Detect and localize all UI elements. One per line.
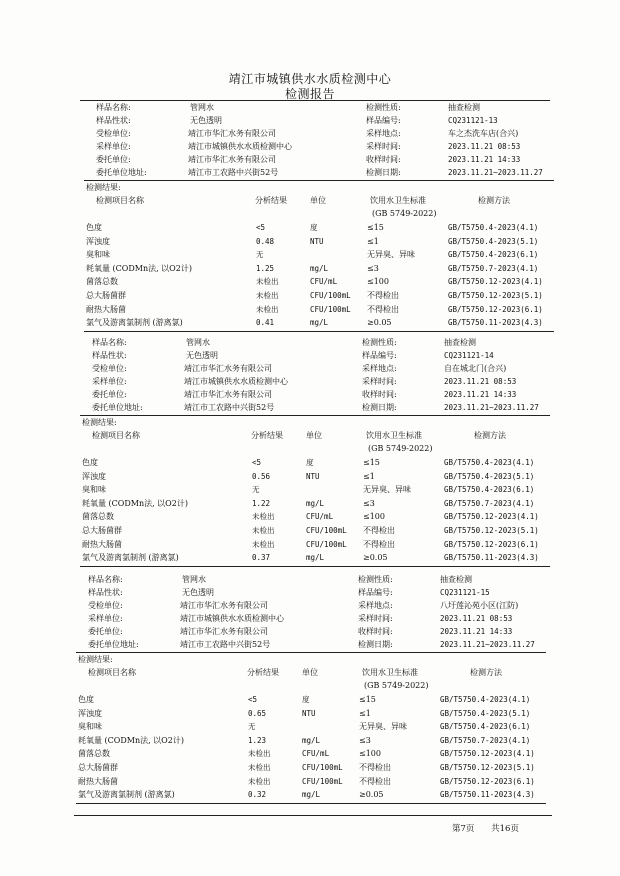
table-cell: 不得检出 [367,291,399,300]
header-cell: 分析结果 [251,431,283,440]
right-value: 2023.11.21~2023.11.27 [444,403,539,412]
table-cell: 度 [302,695,310,704]
info-label: 委托单位: [92,390,127,399]
table-cell: GB/T5750.7-2023(4.1) [440,735,531,745]
header-cell: 检测项目名称 [88,668,136,677]
table-cell: 未检出 [248,749,271,759]
table-cell: GB/T5750.12-2023(4.1) [448,277,543,287]
table-cell: CFU/100mL [302,776,343,786]
right-value: 抽查检测 [444,338,476,347]
table-header-sub [0,207,620,220]
right-value: 2023.11.21~2023.11.27 [440,640,535,649]
table-row [0,316,620,329]
right-label: 检测性质: [366,103,401,112]
info-label: 样品名称: [92,338,127,347]
info-row [0,101,620,114]
table-cell: GB/T5750.4-2023(5.1) [440,708,531,718]
table-cell: GB/T5750.4-2023(6.1) [444,485,535,495]
right-label: 检测日期: [362,403,397,412]
info-label: 采样单位: [92,377,127,386]
info-row [0,401,616,414]
header-cell: 检测方法 [470,668,502,677]
info-row [0,336,616,349]
info-label: 委托单位地址: [92,403,143,412]
table-cell: CFU/100mL [310,304,351,314]
header-cell: 饮用水卫生标准 [362,668,418,677]
table-cell: 总大肠菌群 [82,526,122,535]
table-cell: 未检出 [256,277,279,287]
table-row [0,470,616,483]
table-cell: 菌落总数 [78,749,110,759]
right-value: CQ231121-15 [440,588,490,597]
header-cell: 单位 [302,668,318,677]
right-label: 收样时间: [358,627,393,636]
header-cell: (GB 5749-2022) [372,209,437,218]
info-label: 采样单位: [88,614,123,623]
header-cell: 单位 [310,196,326,205]
table-header [0,194,620,207]
table-cell: 1.22 [252,498,271,508]
info-value: 管网水 [190,103,214,112]
info-value: 无色透明 [182,588,214,597]
table-cell: GB/T5750.12-2023(5.1) [440,763,535,772]
table-cell: 菌落总数 [82,512,114,522]
table-cell: CFU/100mL [306,539,347,549]
table-cell: 耗氧量 (CODMn法, 以O2计) [78,735,184,745]
right-label: 检测性质: [362,338,397,347]
table-cell: 浑浊度 [82,471,106,481]
info-row [0,586,612,599]
sample-block [0,573,612,803]
table-cell: 无异臭、异味 [359,722,407,732]
table-row [0,221,620,234]
block-bottom-rule [80,566,550,567]
report-issuer: 靖江市城镇供水水质检测中心 [228,72,392,86]
info-row [0,114,620,127]
block-bottom-rule [76,803,546,804]
table-cell: GB/T5750.11-2023(4.3) [444,553,539,563]
info-label: 样品性状: [92,351,127,360]
info-label: 样品性状: [96,116,131,125]
right-value: 自在城北门(合兴) [444,364,507,373]
table-cell: GB/T5750.4-2023(5.1) [444,471,535,481]
info-row [0,349,616,362]
table-cell: 0.41 [256,318,275,328]
page-footer [452,822,533,834]
info-value: 管网水 [182,575,206,584]
info-value: 无色透明 [186,351,218,360]
info-row [0,166,620,179]
table-cell: 度 [306,458,314,467]
table-cell: 未检出 [256,304,279,314]
table-cell: CFU/mL [310,277,338,287]
table-cell: 无 [256,250,264,260]
table-cell: CFU/mL [306,512,334,522]
table-cell: mg/L [306,553,325,563]
table-cell: ≤1 [359,708,371,718]
info-value: 靖江市城镇供水水质检测中心 [180,614,284,623]
table-cell: 未检出 [252,526,275,535]
info-value: 靖江市工农路中兴街52号 [184,403,275,412]
right-label: 收样时间: [362,390,397,399]
info-label: 受检单位: [96,129,131,138]
right-label: 检测性质: [358,575,393,584]
right-label: 样品编号: [358,588,393,597]
table-cell: ≤3 [367,263,379,273]
header-cell: 分析结果 [247,668,279,677]
table-cell: GB/T5750.12-2023(6.1) [448,304,543,314]
table-cell: 色度 [82,458,98,467]
table-row [0,483,616,496]
table-cell: GB/T5750.4-2023(4.1) [448,223,539,232]
info-row [0,127,620,140]
info-value: 无色透明 [190,116,222,125]
table-cell: GB/T5750.7-2023(4.1) [448,263,539,273]
table-cell: 未检出 [248,763,271,772]
right-label: 采样地点: [362,364,397,373]
table-cell: mg/L [302,790,321,800]
table-cell: GB/T5750.4-2023(5.1) [448,236,539,246]
table-cell: 无 [248,722,256,732]
table-cell: CFU/mL [302,749,330,759]
results-label: 检测结果: [86,183,121,192]
table-cell: 无 [252,485,260,495]
info-label: 受检单位: [92,364,127,373]
header-cell: (GB 5749-2022) [368,444,433,453]
table-cell: GB/T5750.4-2023(6.1) [448,250,539,260]
table-cell: 未检出 [248,776,271,786]
table-cell: ≤15 [359,695,376,704]
right-value: 2023.11.21 14:33 [440,627,513,636]
table-cell: ≤15 [367,223,384,232]
table-cell: <5 [252,458,262,467]
info-label: 采样单位: [96,142,131,151]
table-cell: 无异臭、异味 [363,485,411,495]
table-cell: 1.23 [248,735,267,745]
table-cell: mg/L [306,498,325,508]
section-rule [84,180,554,181]
right-label: 检测日期: [358,640,393,649]
table-row [0,303,620,316]
right-label: 采样地点: [358,601,393,610]
right-label: 采样地点: [366,129,401,138]
table-row [0,524,616,537]
table-cell: 色度 [86,223,102,232]
table-cell: 0.65 [248,708,267,718]
block-bottom-rule [84,331,554,332]
table-row [0,289,620,302]
table-row [0,248,620,261]
table-cell: 臭和味 [78,722,102,732]
info-label: 委托单位地址: [88,640,139,649]
right-label: 检测日期: [366,168,401,177]
table-cell: 0.48 [256,236,275,246]
sample-block [0,101,620,331]
table-row [0,262,620,275]
table-cell: NTU [310,236,324,246]
right-value: 2023.11.21 08:53 [448,142,521,151]
right-value: 2023.11.21 14:33 [444,390,517,399]
table-cell: GB/T5750.12-2023(5.1) [448,291,543,300]
right-label: 样品编号: [366,116,401,125]
table-row [0,538,616,551]
table-cell: NTU [302,708,316,718]
table-cell: ≤1 [367,236,379,246]
table-row [0,510,616,523]
table-cell: 度 [310,223,318,232]
table-cell: ≤100 [367,277,389,287]
table-cell: 耗氧量 (CODMn法, 以O2计) [82,498,188,508]
info-row [0,612,612,625]
info-value: 靖江市工农路中兴街52号 [188,168,279,177]
table-cell: ≥0.05 [359,790,384,800]
info-row [0,625,612,638]
info-row [0,388,616,401]
results-label: 检测结果: [78,655,113,664]
table-cell: GB/T5750.12-2023(5.1) [444,526,539,535]
table-cell: 氯气及游离氯制剂 (游离氯) [82,553,179,563]
page-number: 第7页 [452,824,475,834]
header-cell: 检测方法 [474,431,506,440]
table-row [0,275,620,288]
header-cell: (GB 5749-2022) [364,681,429,690]
table-cell: 不得检出 [359,776,391,786]
right-label: 采样时间: [362,377,397,386]
info-row [0,375,616,388]
right-label: 收样时间: [366,155,401,164]
info-value: 靖江市华汇水务有限公司 [188,129,276,138]
table-cell: ≤3 [363,498,375,508]
header-cell: 检测项目名称 [96,196,144,205]
footer-rule [74,815,552,816]
info-value: 靖江市华汇水务有限公司 [180,601,268,610]
info-value: 靖江市华汇水务有限公司 [184,390,272,399]
table-cell: mg/L [302,735,321,745]
table-cell: GB/T5750.4-2023(4.1) [440,695,531,704]
table-cell: mg/L [310,318,329,328]
info-value: 靖江市华汇水务有限公司 [188,155,276,164]
table-row [0,734,612,747]
table-cell: 色度 [78,695,94,704]
table-cell: mg/L [310,263,329,273]
table-cell: GB/T5750.7-2023(4.1) [444,498,535,508]
table-cell: ≥0.05 [363,553,388,563]
info-value: 靖江市华汇水务有限公司 [184,364,272,373]
table-cell: 0.32 [248,790,267,800]
header-cell: 饮用水卫生标准 [370,196,426,205]
table-cell: 不得检出 [363,539,395,549]
right-value: 2023.11.21~2023.11.27 [448,168,543,177]
table-cell: GB/T5750.11-2023(4.3) [448,318,543,328]
table-cell: 耗氧量 (CODMn法, 以O2计) [86,263,192,273]
section-rule [80,415,550,416]
header-cell: 分析结果 [255,196,287,205]
table-row [0,693,612,706]
right-value: CQ231121-13 [448,116,498,125]
table-cell: 氯气及游离氯制剂 (游离氯) [86,318,183,328]
table-row [0,551,616,564]
table-cell: ≤3 [359,735,371,745]
table-cell: 臭和味 [86,250,110,260]
table-row [0,747,612,760]
right-value: 八圩莲沁苑小区(江防) [440,601,519,610]
table-row [0,456,616,469]
header-cell: 检测方法 [478,196,510,205]
report-title: 检测报告 [284,87,335,101]
table-row [0,235,620,248]
table-cell: 总大肠菌群 [78,763,118,772]
table-cell: 不得检出 [363,526,395,535]
page-total: 共16页 [491,824,519,834]
table-cell: <5 [256,223,266,232]
table-cell: ≤15 [363,458,380,467]
table-cell: GB/T5750.12-2023(4.1) [444,512,539,522]
table-cell: 菌落总数 [86,277,118,287]
table-cell: NTU [306,471,320,481]
results-label: 检测结果: [82,418,117,427]
table-cell: GB/T5750.12-2023(6.1) [440,776,535,786]
table-row [0,775,612,788]
table-cell: 浑浊度 [78,708,102,718]
header-cell: 饮用水卫生标准 [366,431,422,440]
info-value: 靖江市华汇水务有限公司 [180,627,268,636]
info-value: 靖江市工农路中兴街52号 [180,640,271,649]
table-cell: 耐热大肠菌 [82,539,122,549]
table-header [0,666,612,679]
table-cell: GB/T5750.4-2023(6.1) [440,722,531,732]
right-value: 2023.11.21 14:33 [448,155,521,164]
info-label: 委托单位: [88,627,123,636]
info-label: 样品性状: [88,588,123,597]
right-label: 采样时间: [358,614,393,623]
table-row [0,761,612,774]
table-cell: 耐热大肠菌 [86,304,126,314]
table-row [0,707,612,720]
table-cell: GB/T5750.12-2023(4.1) [440,749,535,759]
table-cell: GB/T5750.4-2023(4.1) [444,458,535,467]
info-label: 受检单位: [88,601,123,610]
table-cell: CFU/100mL [302,763,343,772]
table-row [0,720,612,733]
table-cell: 0.56 [252,471,271,481]
table-cell: 总大肠菌群 [86,291,126,300]
table-cell: CFU/100mL [306,526,347,535]
table-cell: GB/T5750.12-2023(6.1) [444,539,539,549]
table-header-sub [0,679,612,692]
info-label: 委托单位地址: [96,168,147,177]
info-label: 样品名称: [88,575,123,584]
table-cell: 氯气及游离氯制剂 (游离氯) [78,790,175,800]
right-value: CQ231121-14 [444,351,494,360]
table-cell: 未检出 [252,539,275,549]
right-value: 2023.11.21 08:53 [444,377,517,386]
right-value: 抽查检测 [448,103,480,112]
table-cell: CFU/100mL [310,291,351,300]
table-cell: ≤1 [363,471,375,481]
table-header [0,429,616,442]
table-cell: ≤100 [363,512,385,522]
right-value: 2023.11.21 08:53 [440,614,513,623]
table-cell: ≤100 [359,749,381,759]
right-value: 车之杰洗车店(合兴) [448,129,519,138]
right-value: 抽查检测 [440,575,472,584]
info-row [0,599,612,612]
table-cell: <5 [248,695,258,704]
header-cell: 检测项目名称 [92,431,140,440]
info-value: 靖江市城镇供水水质检测中心 [188,142,292,151]
table-cell: 1.25 [256,263,275,273]
table-header-sub [0,442,616,455]
table-row [0,497,616,510]
table-cell: 浑浊度 [86,236,110,246]
info-label: 样品名称: [96,103,131,112]
table-cell: 不得检出 [359,763,391,772]
table-cell: 未检出 [252,512,275,522]
info-row [0,362,616,375]
right-label: 采样时间: [366,142,401,151]
info-row [0,140,620,153]
info-row [0,573,612,586]
table-cell: 0.37 [252,553,271,563]
table-cell: 不得检出 [367,304,399,314]
sample-block [0,336,616,566]
table-cell: GB/T5750.11-2023(4.3) [440,790,535,800]
table-cell: 耐热大肠菌 [78,776,118,786]
table-cell: ≥0.05 [367,318,392,328]
right-label: 样品编号: [362,351,397,360]
table-cell: 未检出 [256,291,279,300]
info-row [0,638,612,651]
info-value: 靖江市城镇供水水质检测中心 [184,377,288,386]
header-cell: 单位 [306,431,322,440]
table-cell: 臭和味 [82,485,106,495]
table-cell: 无异臭、异味 [367,250,415,260]
info-value: 管网水 [186,338,210,347]
table-row [0,788,612,801]
info-label: 委托单位: [96,155,131,164]
section-rule [76,652,546,653]
info-row [0,153,620,166]
